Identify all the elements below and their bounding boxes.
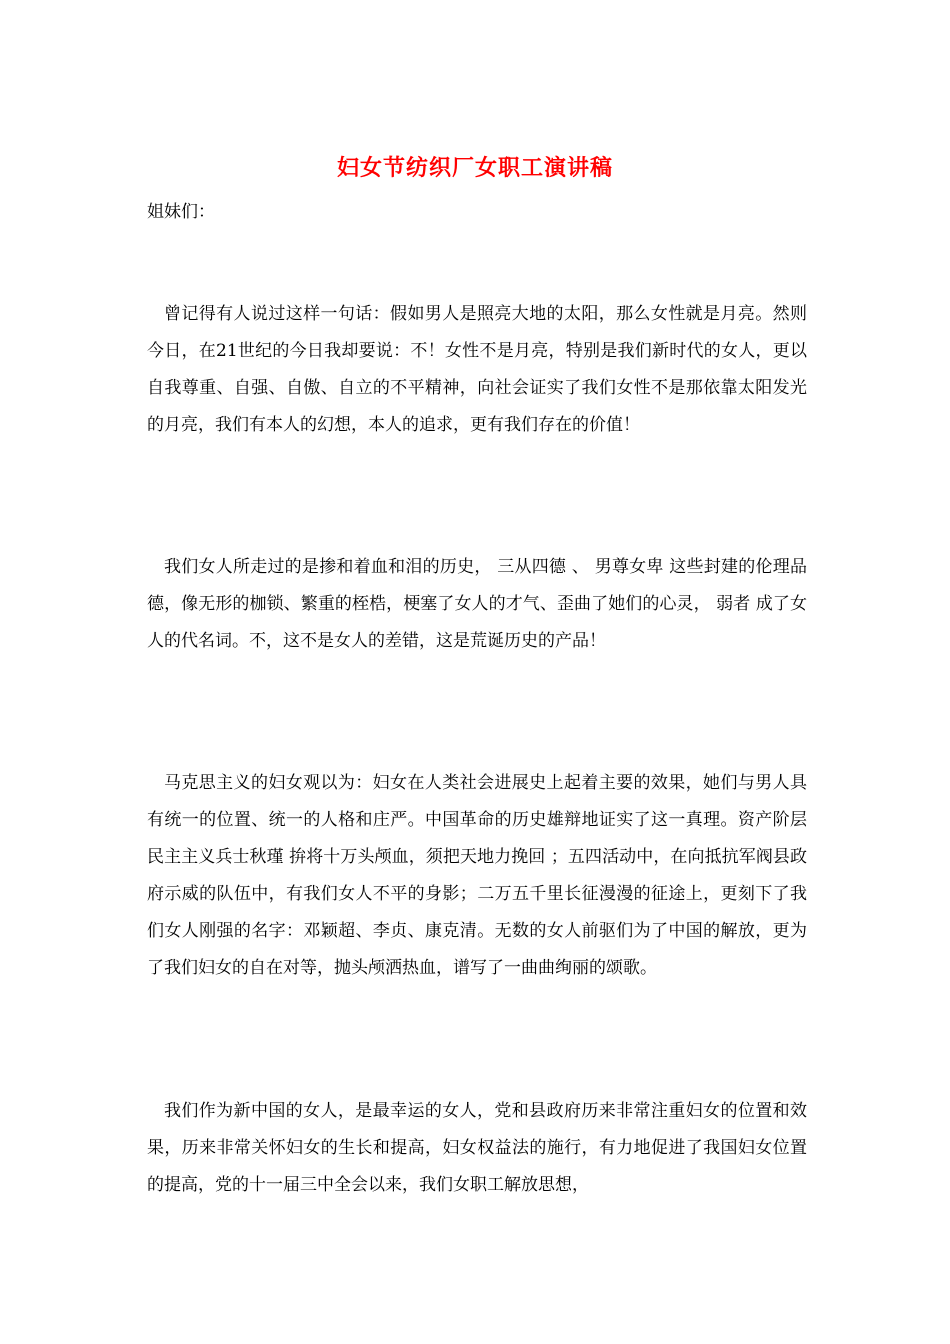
salutation: 姐妹们： bbox=[147, 202, 215, 222]
paragraph: 我们女人所走过的是掺和着血和泪的历史， 三从四德 、 男尊女卑 这些封建的伦理品德，像无形的枷锁、繁重的桎梏，梗塞了女人的才气、歪曲了她们的心灵， 弱者 成了女人的代名词。不，这不是女人的差错，这是荒诞历史的产品！ bbox=[147, 557, 807, 651]
document-title: 妇女节纺织厂女职工演讲稿 bbox=[336, 155, 613, 181]
paragraph: 马克思主义的妇女观以为：妇女在人类社会进展史上起着主要的效果，她们与男人具有统一的位置、统一的人格和庄严。中国革命的历史雄辩地证实了这一真理。资产阶层民主主义兵士秋瑾 拚将十万头颅血，须把天地力挽回 ；五四活动中，在向抵抗军阀县政府示威的队伍中，有我们女人不平的身影；二万五千里长征漫漫的征途上，更刻下了我们女人刚强的名字：邓颖超、李贞、康克清。无数的女人前驱们为了中国的解放，更为了我们妇女的自在对等，抛头颅洒热血，谱写了一曲曲绚丽的颂歌。 bbox=[147, 773, 807, 978]
paragraph: 我们作为新中国的女人，是最幸运的女人，党和县政府历来非常注重妇女的位置和效果，历来非常关怀妇女的生长和提高，妇女权益法的施行，有力地促进了我国妇女位置的提高，党的十一届三中全会以来，我们女职工解放思想， bbox=[147, 1101, 807, 1195]
paragraph: 曾记得有人说过这样一句话：假如男人是照亮大地的太阳，那么女性就是月亮。然则今日，在21世纪的今日我却要说：不！女性不是月亮，特别是我们新时代的女人，更以自我尊重、自强、自傲、自立的不平精神，向社会证实了我们女性不是那依靠太阳发光的月亮，我们有本人的幻想，本人的追求，更有我们存在的价值！ bbox=[147, 304, 807, 435]
